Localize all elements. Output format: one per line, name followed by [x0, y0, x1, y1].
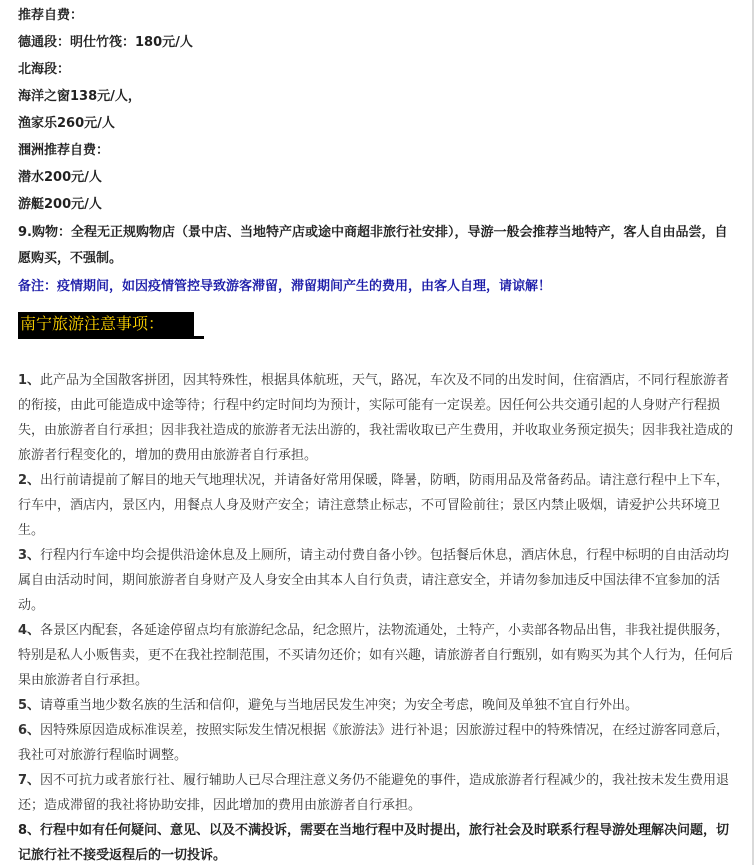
- rule-item-7: 7、因不可抗力或者旅行社、履行辅助人已尽合理注意义务仍不能避免的事件，造成旅游者行程减少的，我社按未发生费用退还；造成滞留的我社将协助安排，因此增加的费用由旅游者自行承担。: [18, 773, 730, 813]
- shopping-paragraph: 9.购物：全程无正规购物店（景中店、当地特产店或途中商超非旅行社安排），导游一般会推荐当地特产，客人自由品尝，自愿购买，不强制。: [18, 225, 728, 266]
- rule-item-8: 8、行程中如有任何疑问、意见、以及不满投诉，需要在当地行程中及时提出，旅行社会及时联系行程导游处理解决问题，切记旅行社不接受返程后的一切投诉。: [18, 823, 730, 863]
- content: [18, 0, 734, 868]
- beihai-section-title: 北海段：: [18, 62, 71, 77]
- heading-underline: [18, 336, 204, 339]
- recommended-extras-title: 推荐自费：: [18, 8, 84, 23]
- rule-item-4: 4、各景区内配套，各延途停留点均有旅游纪念品，纪念照片，法物流通处，土特产，小卖部各物品出售，非我社提供服务，特别是私人小贩售卖，更不在我社控制范围，不买请勿还价；如有兴趣，请旅游者自行甄别，如有购买为其个人行为，任何后果由旅游者自行承担。: [18, 623, 734, 688]
- diving-price: 潜水200元/人: [18, 170, 102, 185]
- rule-item-6: 6、因特殊原因造成标准误差，按照实际发生情况根据《旅游法》进行补退；因旅游过程中的特殊情况，在经过游客同意后，我社可对旅游行程临时调整。: [18, 723, 730, 763]
- fisherman-joy-price: 渔家乐260元/人: [18, 116, 115, 131]
- rule-item-5: 5、请尊重当地少数名族的生活和信仰，避免与当地居民发生冲突；为安全考虑，晚间及单独不宜自行外出。: [18, 698, 639, 713]
- yacht-price: 游艇200元/人: [18, 197, 102, 212]
- notice-heading-block: [18, 312, 734, 348]
- rule-item-3: 3、行程内行车途中均会提供沿途休息及上厕所，请主动付费自备小钞。包括餐后休息，酒店休息，行程中标明的自由活动均属自由活动时间，期间旅游者自身财产及人身安全由其本人自行负责，请注意安全，并请勿参加违反中国法律不宜参加的活动。: [18, 548, 730, 613]
- weizhou-extras-title: 涠洲推荐自费：: [18, 143, 110, 158]
- epidemic-note: 备注：疫情期间，如因疫情管控导致游客滞留，滞留期间产生的费用，由客人自理，请谅解！: [18, 279, 552, 294]
- detong-section-line: 德通段：明仕竹筏：180元/人: [18, 35, 193, 50]
- notice-heading: 南宁旅游注意事项：: [18, 312, 194, 336]
- rule-item-2: 2、出行前请提前了解目的地天气地理状况，并请备好常用保暖，降暑，防晒，防雨用品及常备药品。请注意行程中上下车，行车中，酒店内，景区内，用餐点人身及财产安全；请注意禁止标志，不可冒险前往；景区内禁止吸烟，请爱护公共环境卫生。: [18, 473, 730, 538]
- notice-rules-list: [18, 368, 734, 868]
- ocean-window-price: 海洋之窗138元/人，: [18, 89, 141, 104]
- rule-item-1: 1、此产品为全国散客拼团，因其特殊性，根据具体航班，天气，路况，车次及不同的出发时间，住宿酒店，不同行程旅游者的衔接，由此可能造成中途等待；行程中约定时间均为预计，实际可能有一定误差。因任何公共交通引起的人身财产行程损失，由旅游者自行承担；因非我社造成的旅游者无法出游的，我社需收取已产生费用，并收取业务预定损失；因非我社造成的旅游者行程变化的，增加的费用由旅游者自行承担。: [18, 373, 734, 463]
